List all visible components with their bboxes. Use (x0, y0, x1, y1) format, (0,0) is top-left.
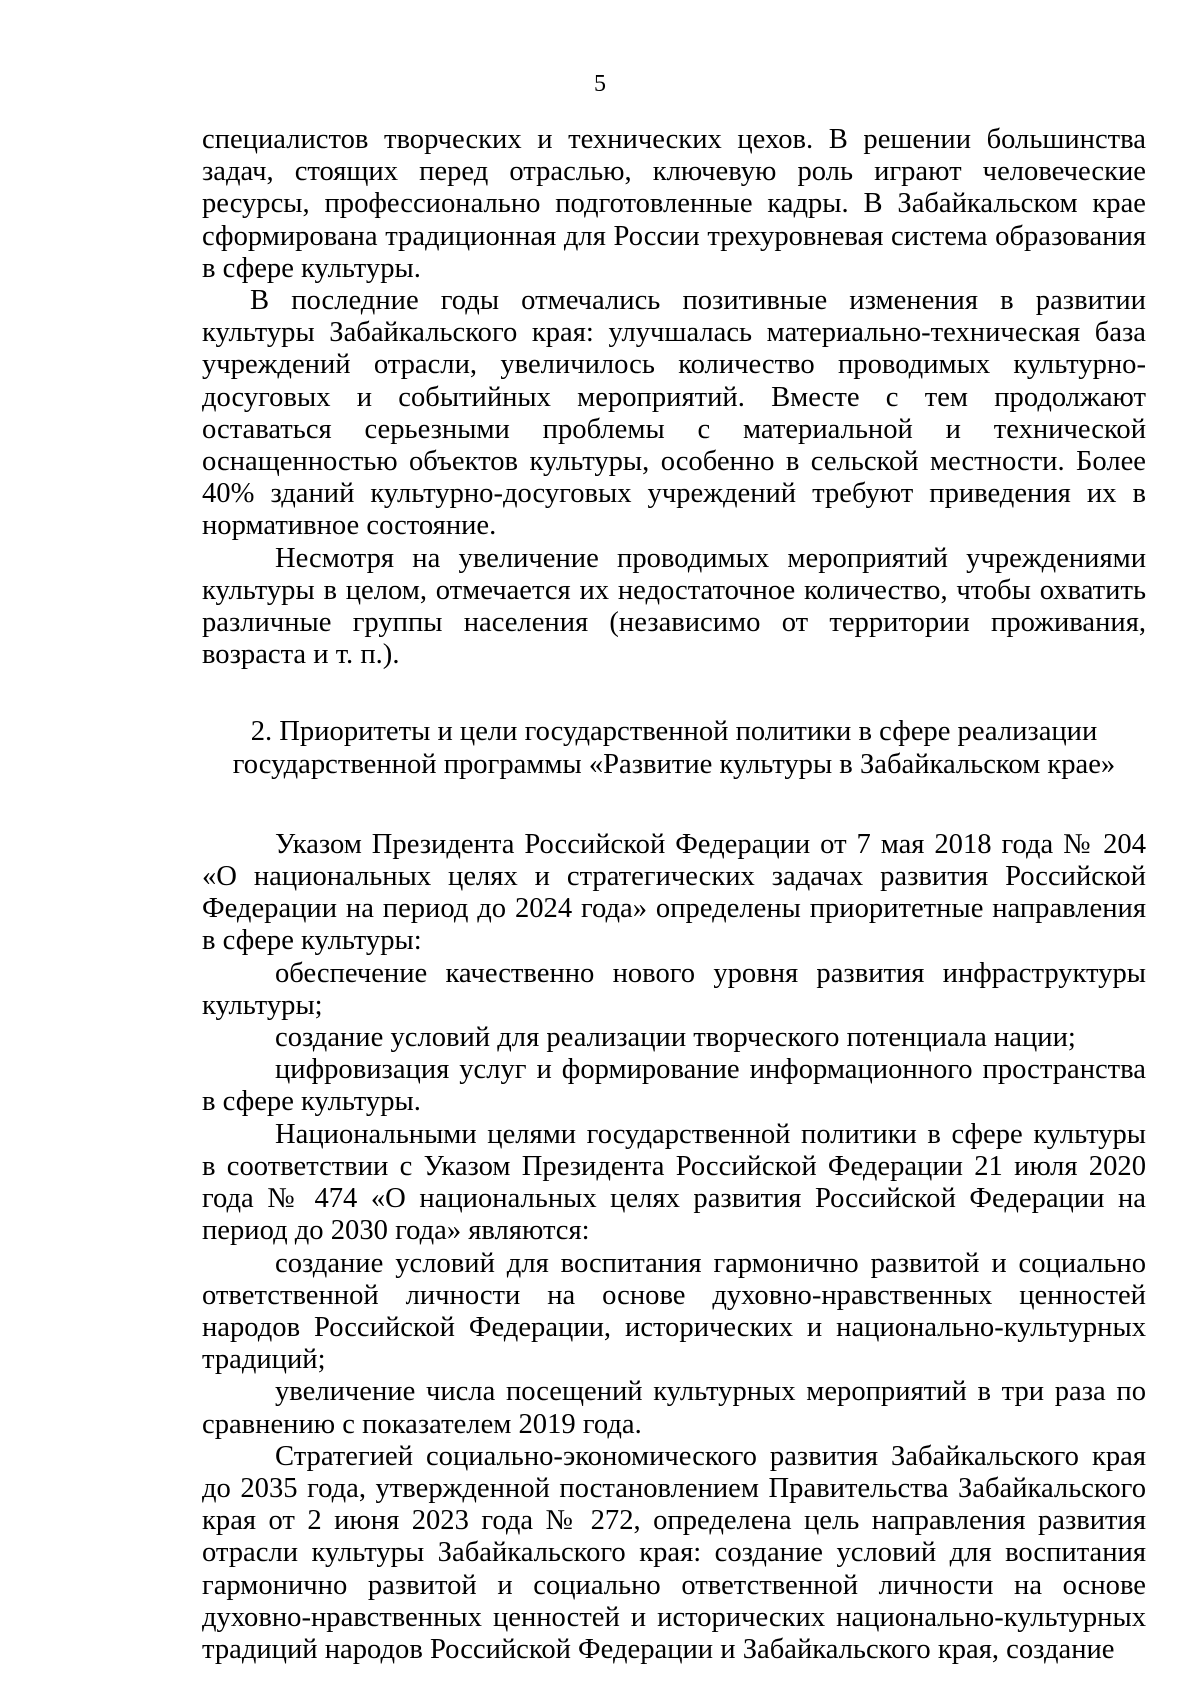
list-item-creative-potential: создание условий для реализации творческого потенциала нации; (275, 1022, 1076, 1054)
document-body (202, 124, 1146, 1666)
paragraph-decree-2018: Указом Президента Российской Федерации от 7 мая 2018 года № 204 «О национальных целях и стратегических задачах развития Российской Федерации на период до 2024 года» определены приоритетные направления в сфере культуры: (202, 828, 1146, 957)
paragraph-recent-changes: В последние годы отмечались позитивные изменения в развитии культуры Забайкальского края: улучшалась материально-техническая база учреждений отрасли, увеличилось количество проводимых культурно-досуговых и событийных мероприятий. Вместе с тем продолжают оставаться серьезными проблемы с материальной и технической оснащенностью объектов культуры, особенно в сельской местности. Более 40% зданий культурно-досуговых учреждений требуют приведения их в нормативное состояние. (202, 285, 1146, 542)
list-item-infrastructure: обеспечение качественно нового уровня развития инфраструктуры культуры; (202, 957, 1146, 1021)
page-number: 5 (594, 71, 606, 97)
section-heading-line-1: 2. Приоритеты и цели государственной политики в сфере реализации (250, 716, 1098, 748)
list-item-digitalization: цифровизация услуг и формирование информационного пространства в сфере культуры. (202, 1054, 1146, 1118)
paragraph-national-goals: Национальными целями государственной политики в сфере культуры в соответствии с Указом Президента Российской Федерации 21 июля 2020 года № 474 «О национальных целях развития Российской Федерации на период до 2030 года» являются: (202, 1118, 1146, 1247)
paragraph-events-shortage: Несмотря на увеличение проводимых мероприятий учреждениями культуры в целом, отмечается их недостаточное количество, чтобы охватить различные группы населения (независимо от территории проживания, возраста и т. п.). (202, 542, 1146, 671)
list-item-visits-increase: увеличение числа посещений культурных мероприятий в три раза по сравнению с показателем 2019 года. (202, 1376, 1146, 1440)
paragraph-continuation: специалистов творческих и технических цехов. В решении большинства задач, стоящих перед отраслью, ключевую роль играют человеческие ресурсы, профессионально подготовленные кадры. В Забайкальском крае сформирована традиционная для России трехуровневая система образования в сфере культуры. (202, 124, 1146, 284)
section-heading (202, 716, 1146, 780)
paragraph-regional-strategy: Стратегией социально-экономического развития Забайкальского края до 2035 года, утвержденной постановлением Правительства Забайкальского края от 2 июня 2023 года № 272, определена цель направления развития отрасли культуры Забайкальского края: создание условий для воспитания гармонично развитой и социально ответственной личности на основе духовно-нравственных ценностей и исторических национально-культурных традиций народов Российской Федерации и Забайкальского края, создание (202, 1440, 1146, 1665)
list-item-harmonious-personality: создание условий для воспитания гармонично развитой и социально ответственной личности на основе духовно-нравственных ценностей народов Российской Федерации, исторических и национально-культурных традиций; (202, 1247, 1146, 1376)
section-heading-line-2: государственной программы «Развитие культуры в Забайкальском крае» (232, 748, 1116, 780)
